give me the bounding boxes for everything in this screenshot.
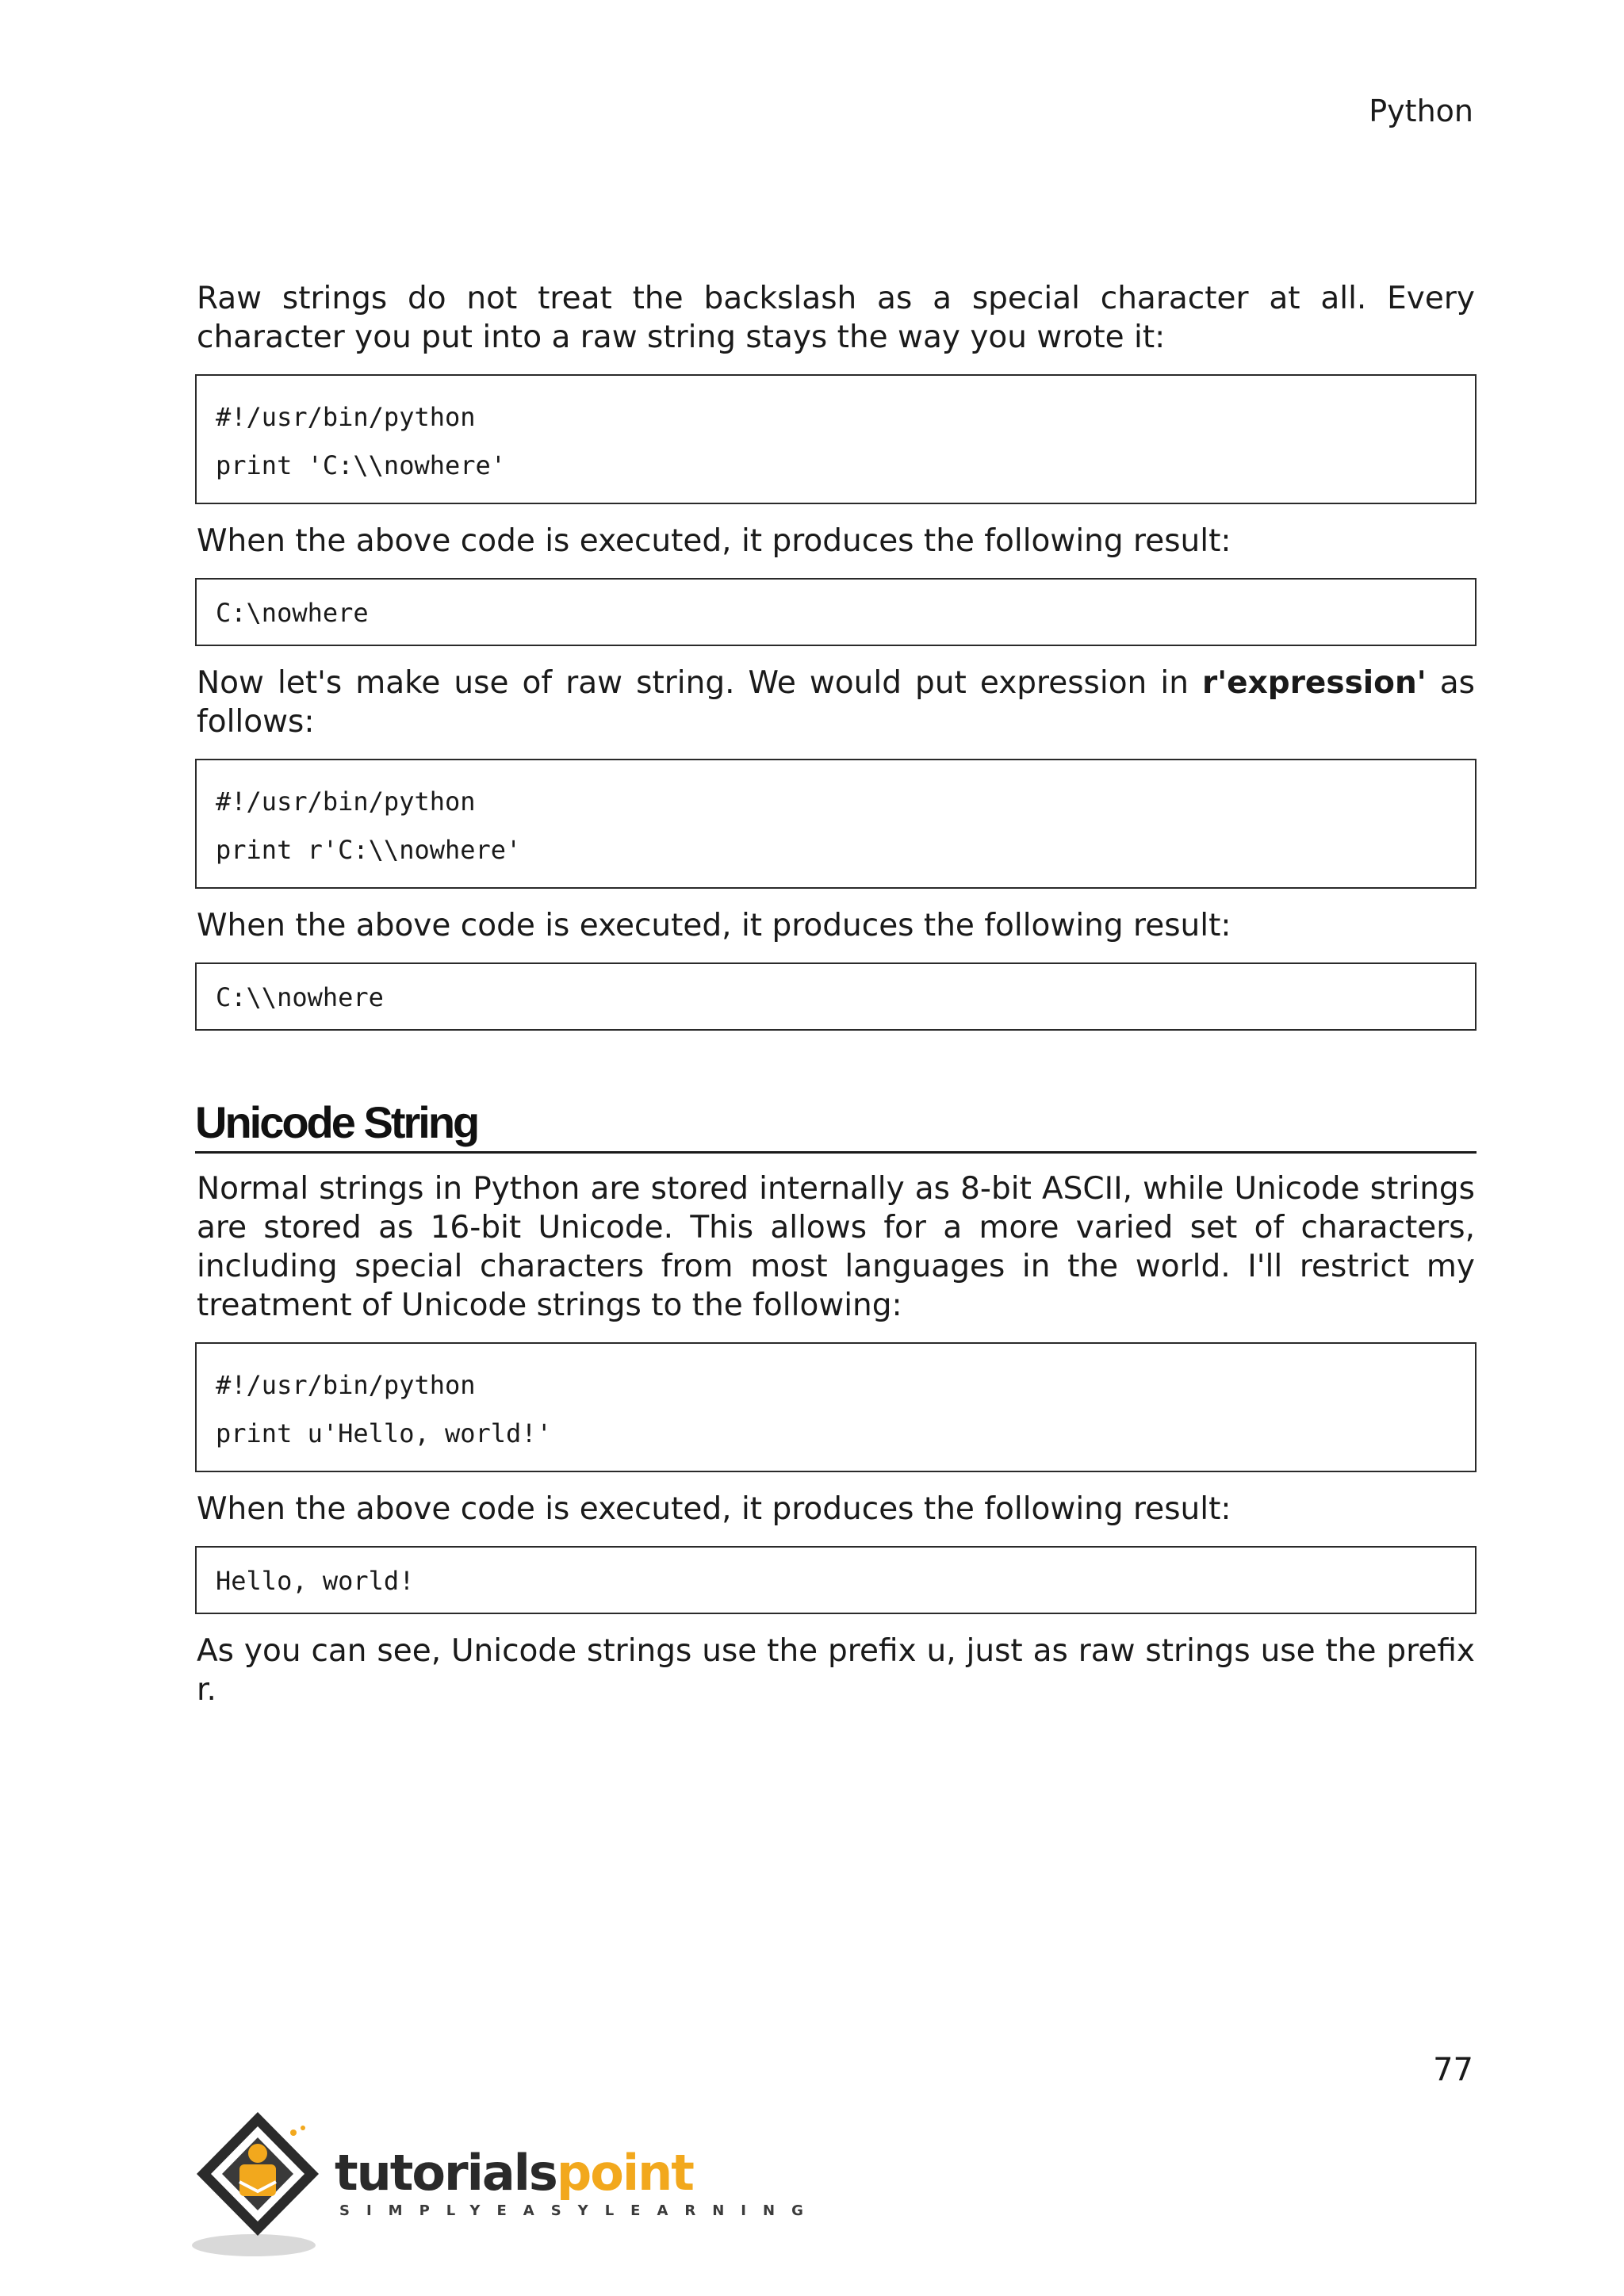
closing-paragraph: As you can see, Unicode strings use the prefix u, just as raw strings use the prefix r. (197, 1633, 1475, 1708)
logo-wordmark (335, 2145, 693, 2201)
output-block (195, 578, 1477, 646)
raw-para-bold: r'expression' (1202, 665, 1427, 701)
unicode-paragraph: Normal strings in Python are stored internally as 8-bit ASCII, while Unicode strings are stored as 16-bit Unicode. This allows for a more varied set of characters, including special characters from most languages in the world. I'll restrict my treatment of Unicode strings to the following: (197, 1171, 1475, 1323)
running-header: Python (1369, 94, 1473, 128)
code-line: #!/usr/bin/python (216, 1370, 476, 1400)
code-line: print 'C:\\nowhere' (216, 450, 507, 480)
raw-string-paragraph (197, 664, 1475, 741)
logo-word-point: point (556, 2144, 693, 2202)
logo-diamond-icon (190, 2106, 333, 2264)
output-block (195, 962, 1477, 1031)
result-intro: When the above code is executed, it produces the following result: (197, 908, 1231, 943)
result-intro: When the above code is executed, it produces the following result: (197, 523, 1231, 559)
page-number: 77 (1433, 2052, 1473, 2088)
output-line: C:\nowhere (216, 598, 369, 628)
intro-paragraph: Raw strings do not treat the backslash as a special character at all. Every character you put into a raw string stays the way you wrote it: (197, 281, 1475, 355)
logo-tagline: SIMPLYEASYLEARNING (339, 2202, 820, 2219)
code-block-raw-escape (195, 374, 1477, 504)
code-line: print r'C:\\nowhere' (216, 835, 522, 865)
output-line: C:\\nowhere (216, 982, 384, 1012)
output-line: Hello, world! (216, 1566, 415, 1596)
logo-word-tutorials: tutorials (335, 2144, 557, 2202)
code-line: #!/usr/bin/python (216, 402, 476, 432)
code-line: #!/usr/bin/python (216, 786, 476, 817)
raw-para-before: Now let's make use of raw string. We would put expression in (197, 665, 1202, 701)
output-block (195, 1546, 1477, 1614)
code-block-unicode (195, 1342, 1477, 1472)
result-intro: When the above code is executed, it produces the following result: (197, 1491, 1231, 1527)
raw-para-after: as follows: (197, 665, 1475, 740)
page-content (197, 279, 1475, 1709)
code-line: print u'Hello, world!' (216, 1418, 552, 1448)
tutorialspoint-logo (190, 2106, 820, 2264)
section-heading: Unicode String (195, 1097, 1477, 1154)
code-block-raw-string (195, 759, 1477, 889)
